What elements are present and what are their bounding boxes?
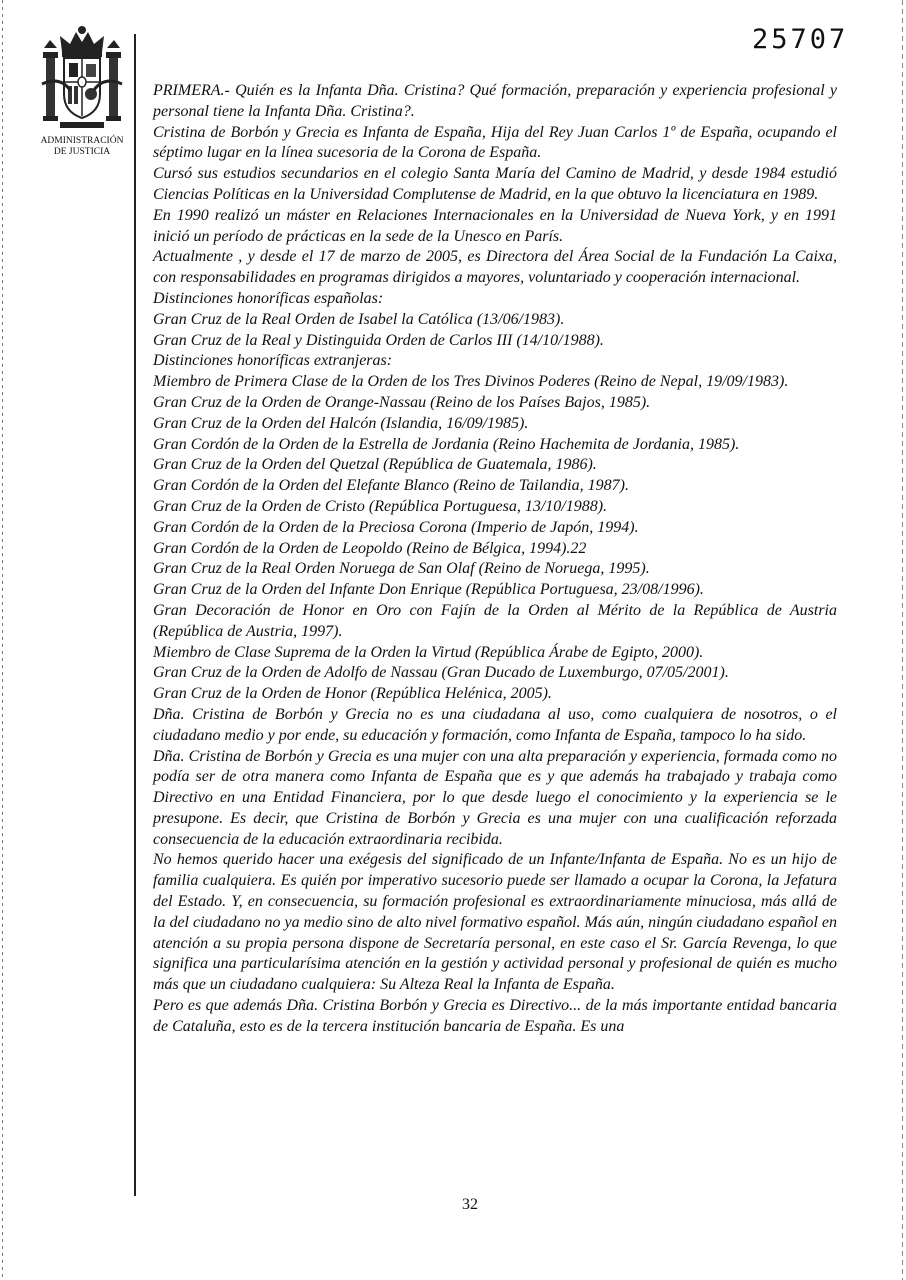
honor-item: Gran Cordón de la Orden de la Estrella de Jordania (Reino Hachemita de Jordania, 1985).	[153, 435, 740, 453]
paragraph-current-role: Actualmente , y desde el 17 de marzo de 2005, es Directora del Área Social de la Fundación La Caixa, con responsabilidades en programas dirigidos a mayores, voluntariado y cooperación internacional.	[153, 248, 837, 287]
paragraph-masters: En 1990 realizó un máster en Relaciones Internacionales en la Universidad de Nueva York, y en 1991 inició un período de prácticas en la sede de la Unesco en París.	[153, 206, 837, 245]
honor-item: Gran Cruz de la Real Orden de Isabel la Católica (13/06/1983).	[153, 310, 565, 328]
paragraph-preparation: Dña. Cristina de Borbón y Grecia es una mujer con una alta preparación y experiencia, formada como no podía ser de otra manera como Infanta de España que es y que además ha trabajado y trabaja como Directivo en una Entidad Financiera, por lo que desde luego el conocimiento y la experiencia se le presupone. Es decir, que Cristina de Borbón y Grecia es una mujer con una cualificación reforzada consecuencia de la educación extraordinaria recibida.	[153, 747, 837, 848]
honor-item: Gran Cruz de la Orden de Adolfo de Nassau (Gran Ducado de Luxemburgo, 07/05/2001).	[153, 664, 729, 682]
paragraph-education: Cursó sus estudios secundarios en el colegio Santa María del Camino de Madrid, y desde 1984 estudió Ciencias Políticas en la Universidad Complutense de Madrid, en la que obtuvo la licenciatura en 1989.	[153, 165, 837, 203]
footer-page-number: 32	[462, 1196, 478, 1213]
honor-item: Gran Cruz de la Orden de Honor (República Helénica, 2005).	[153, 685, 552, 703]
honor-item: Gran Cruz de la Real Orden Noruega de San Olaf (Reino de Noruega, 1995).	[153, 560, 650, 578]
page-stamp-number: 25707	[752, 24, 849, 55]
paragraph-question: PRIMERA.- Quién es la Infanta Dña. Cristina? Qué formación, preparación y experiencia profesional y personal tiene la Infanta Dña. Cristina?.	[153, 82, 837, 120]
honor-item: Gran Cruz de la Real y Distinguida Orden de Carlos III (14/10/1988).	[153, 331, 604, 349]
paragraph-citizen: Dña. Cristina de Borbón y Grecia no es una ciudadana al uso, como cualquiera de nosotros, o el ciudadano medio y por ende, su educación y formación, como Infanta de España, tampoco lo ha sido.	[153, 705, 837, 744]
paragraph-exegesis: No hemos querido hacer una exégesis del significado de un Infante/Infanta de España. No es un hijo de familia cualquiera. Es quién por imperativo sucesorio puede ser llamado a ocupar la Corona, la Jefatura del Estado. Y, en consecuencia, su formación profesional es extraordinariamente minuciosa, más allá de la del ciudadano no ya medio sino de alto nivel formativo español. Más aún, ningún ciudadano español en atención a su propia persona dispone de Secretaría personal, en este caso el Sr. García Revenga, lo que significa una particularísima atención en la gestión y actividad personal y profesional de quién es mucho más que un ciudadano cualquiera: Su Alteza Real la Infanta de España.	[153, 851, 837, 994]
paragraph-directive: Pero es que además Dña. Cristina Borbón y Grecia es Directivo... de la más importante entidad bancaria de Cataluña, esto es de la tercera institución bancaria de España. Es una	[153, 997, 837, 1035]
heading-spanish-honors: Distinciones honoríficas españolas:	[153, 289, 384, 307]
honor-item: Gran Cruz de la Orden de Orange-Nassau (Reino de los Países Bajos, 1985).	[153, 393, 651, 411]
heading-foreign-honors: Distinciones honoríficas extranjeras:	[153, 352, 393, 370]
honor-item: Gran Decoración de Honor en Oro con Fajín de la Orden al Mérito de la República de Austria (República de Austria, 1997).	[153, 601, 837, 640]
margin-rule	[134, 34, 136, 1196]
paragraph-identity: Cristina de Borbón y Grecia es Infanta de España, Hija del Rey Juan Carlos 1º de España, ocupando el séptimo lugar en la línea sucesoria de la Corona de España.	[153, 123, 837, 162]
honor-item: Gran Cordón de la Orden del Elefante Blanco (Reino de Tailandia, 1987).	[153, 477, 629, 495]
honor-item: Miembro de Clase Suprema de la Orden la Virtud (República Árabe de Egipto, 2000).	[153, 643, 704, 661]
document-body	[153, 81, 837, 1038]
honor-item: Gran Cruz de la Orden del Infante Don Enrique (República Portuguesa, 23/08/1996).	[153, 581, 704, 599]
institution-line-2: DE JUSTICIA	[53, 147, 111, 157]
scan-edge-left	[2, 0, 3, 1280]
honor-item: Gran Cruz de la Orden del Quetzal (República de Guatemala, 1986).	[153, 456, 597, 474]
honor-item: Gran Cordón de la Orden de la Preciosa Corona (Imperio de Japón, 1994).	[153, 518, 639, 536]
honor-item: Miembro de Primera Clase de la Orden de los Tres Divinos Poderes (Reino de Nepal, 19/09/1983).	[153, 373, 789, 391]
scan-edge-right	[902, 0, 903, 1280]
spanish-coat-of-arms-icon	[40, 24, 124, 132]
institution-label	[30, 136, 134, 158]
honor-item: Gran Cordón de la Orden de Leopoldo (Reino de Bélgica, 1994).22	[153, 539, 587, 557]
honor-item: Gran Cruz de la Orden del Halcón (Islandia, 16/09/1985).	[153, 414, 529, 432]
honor-item: Gran Cruz de la Orden de Cristo (República Portuguesa, 13/10/1988).	[153, 497, 608, 515]
institution-line-1: ADMINISTRACIÓN	[40, 136, 124, 146]
